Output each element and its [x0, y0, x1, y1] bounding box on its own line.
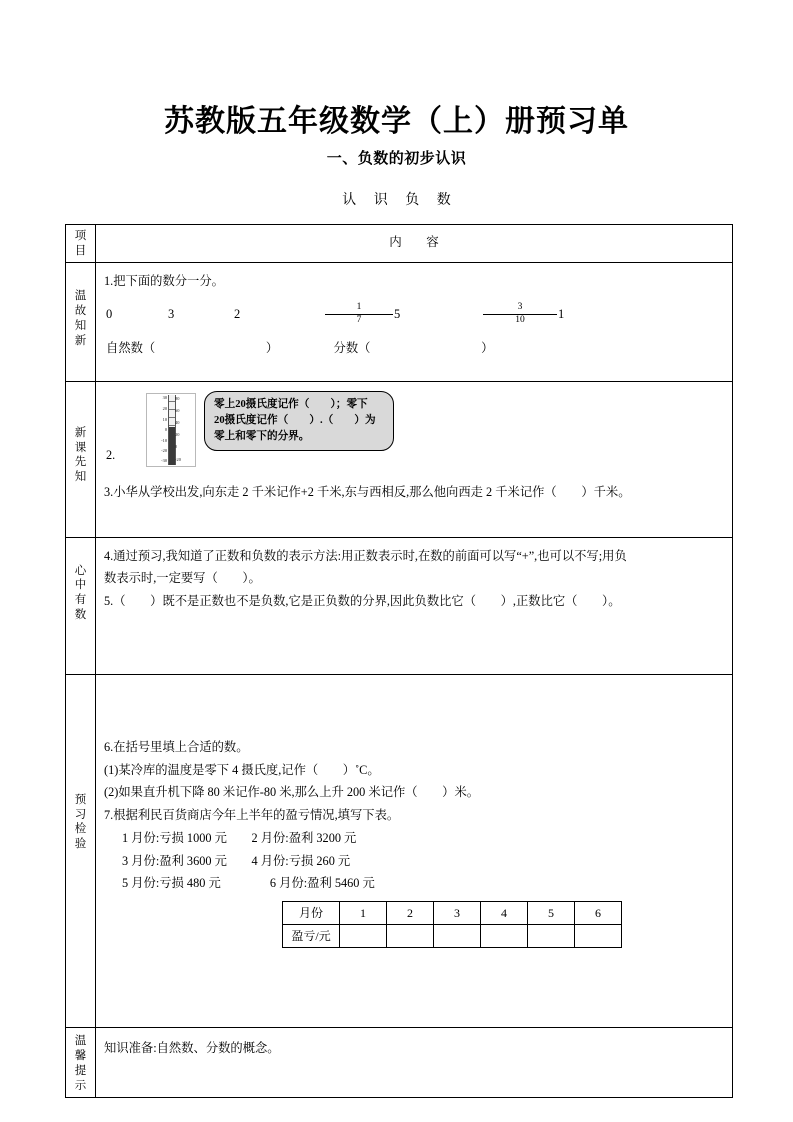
- celsius-tick: 0: [164, 426, 168, 432]
- fraction-numerator: 3: [517, 301, 523, 312]
- review-spacer: [104, 360, 732, 374]
- fahrenheit-tick: 60: [175, 407, 180, 413]
- check-top-spacer: [104, 682, 732, 736]
- month-cell: 5: [528, 901, 575, 924]
- row-label-preview: 新课先知: [74, 426, 87, 484]
- question-2-number: 2.: [106, 447, 116, 462]
- classify-blanks[interactable]: 自然数（ ） 分数（ ）: [106, 341, 494, 356]
- row-label-cell-check: [66, 674, 96, 1028]
- profit-loss-input-cell[interactable]: [528, 925, 575, 948]
- thermometer-celsius-scale: [147, 394, 168, 466]
- month-cell: 2: [387, 901, 434, 924]
- unit-subtitle: 一、负数的初步认识: [326, 151, 467, 167]
- row-label-review: 温故知新: [74, 290, 87, 347]
- row-label-cell-understanding: [66, 537, 96, 674]
- row-label-cell-review: [66, 263, 96, 381]
- fahrenheit-tick: 0: [175, 443, 178, 449]
- month-header-cell: 月份: [283, 901, 340, 924]
- header-content-label: 内 容: [389, 235, 445, 249]
- question-6-part-2[interactable]: (2)如果直升机下降 80 米记作-80 米,那么上升 200 米记作（ ）米。: [104, 785, 480, 800]
- question-7-text: 7.根据利民百货商店今年上半年的盈亏情况,填写下表。: [104, 808, 400, 823]
- table-row-check: [66, 674, 733, 1028]
- review-body: [96, 263, 732, 380]
- month-data-line-3: 5 月份:亏损 480 元 6 月份:盈利 5460 元: [122, 876, 375, 891]
- thermometer-icon: [146, 393, 196, 467]
- number-item-7: 1: [558, 306, 565, 321]
- header-label-cell: [66, 225, 96, 263]
- bubble-line-2[interactable]: 20摄氏度记作（ ）.（ ）为: [214, 415, 376, 426]
- question-4-line-1: 4.通过预习,我知道了正数和负数的表示方法:用正数表示时,在数的前面可以写“+”,也可以不写;用负: [104, 548, 627, 563]
- row-label-cell-preview: [66, 381, 96, 537]
- month-data-line-1: 1 月份:亏损 1000 元 2 月份:盈利 3200 元: [122, 830, 357, 845]
- celsius-tick: -10: [161, 437, 168, 443]
- celsius-tick: 20: [162, 405, 168, 411]
- month-cell: 3: [434, 901, 481, 924]
- table-row: [283, 901, 622, 924]
- page-title: 苏教版五年级数学（上）册预习单: [164, 105, 629, 138]
- fahrenheit-tick: 80: [175, 395, 180, 401]
- month-cell: 6: [575, 901, 622, 924]
- table-row: [283, 925, 622, 948]
- number-item-4-fraction: [324, 303, 394, 326]
- preview-spacer: [104, 504, 732, 530]
- row-label-tip: 温馨提示: [74, 1035, 87, 1092]
- month-table-wrapper: [282, 901, 732, 948]
- speech-bubble: [204, 391, 394, 451]
- row-label-understanding: 心中有数: [74, 564, 87, 621]
- question-4-line-2[interactable]: 数表示时,一定要写（ ）。: [104, 571, 261, 586]
- check-body: [96, 675, 732, 1028]
- number-item-3: 2: [234, 306, 241, 321]
- lesson-title: 认 识 负 数: [342, 193, 458, 208]
- thermometer-block: [104, 391, 732, 473]
- tip-text: 知识准备:自然数、分数的概念。: [104, 1041, 280, 1056]
- row-label-cell-tip: [66, 1028, 96, 1098]
- check-bottom-spacer: [104, 948, 732, 1020]
- fahrenheit-tick: 40: [175, 419, 180, 425]
- question-6-part-1[interactable]: (1)某冷库的温度是零下 4 摄氏度,记作（ ）˚C。: [104, 762, 380, 777]
- profit-loss-input-cell[interactable]: [387, 925, 434, 948]
- profit-loss-input-cell[interactable]: [575, 925, 622, 948]
- row-content-cell-understanding: [96, 537, 733, 674]
- fraction-denominator: 7: [356, 314, 362, 325]
- number-item-1: 0: [106, 306, 113, 321]
- bubble-line-1[interactable]: 零上20摄氏度记作（ ）；零下: [214, 398, 368, 410]
- table-row-header: [66, 225, 733, 263]
- number-item-5: 5: [394, 306, 401, 321]
- table-row-tip: [66, 1028, 733, 1098]
- header-content-cell: [96, 225, 733, 263]
- fahrenheit-tick: 20: [175, 431, 180, 437]
- profit-loss-header-cell: 盈亏/元: [283, 925, 340, 948]
- table-row-preview: [66, 381, 733, 537]
- celsius-tick: 30: [162, 394, 168, 400]
- number-item-6-fraction: [482, 303, 558, 326]
- profit-loss-input-cell[interactable]: [434, 925, 481, 948]
- row-content-cell-tip: [96, 1028, 733, 1098]
- table-row-review: [66, 263, 733, 381]
- month-cell: 4: [481, 901, 528, 924]
- profit-loss-input-cell[interactable]: [340, 925, 387, 948]
- fraction-denominator: 10: [515, 314, 525, 325]
- fahrenheit-tick: -20: [175, 456, 181, 462]
- celsius-tick: -20: [161, 447, 168, 453]
- row-content-cell-preview: [96, 381, 733, 537]
- question-1-text: 1.把下面的数分一分。: [104, 274, 224, 289]
- thermometer-fahrenheit-scale: [174, 394, 195, 466]
- header-label: 项目: [74, 230, 87, 257]
- question-3-text[interactable]: 3.小华从学校出发,向东走 2 千米记作+2 千米,东与西相反,那么他向西走 2 千米记作（ ）千米。: [104, 484, 631, 499]
- row-label-check: 预习检验: [74, 793, 87, 850]
- fraction-numerator: 1: [356, 301, 362, 312]
- month-cell: 1: [340, 901, 387, 924]
- celsius-tick: -30: [161, 457, 168, 463]
- understanding-spacer: [104, 613, 732, 667]
- number-item-2: 3: [168, 306, 175, 321]
- celsius-tick: 10: [162, 416, 168, 422]
- month-data-line-2: 3 月份:盈利 3600 元 4 月份:亏损 260 元: [122, 853, 351, 868]
- profit-loss-input-cell[interactable]: [481, 925, 528, 948]
- row-content-cell-check: [96, 674, 733, 1028]
- bubble-line-3[interactable]: 零上和零下的分界。: [214, 431, 310, 443]
- row-content-cell-review: [96, 263, 733, 381]
- profit-loss-table: [282, 901, 622, 948]
- understanding-body: [96, 538, 732, 674]
- table-row-understanding: [66, 537, 733, 674]
- question-6-text: 6.在括号里填上合适的数。: [104, 739, 249, 754]
- question-5-text[interactable]: 5.（ ）既不是正数也不是负数,它是正负数的分界,因此负数比它（ ）,正数比它（ ）。: [104, 594, 621, 609]
- preview-body: [96, 382, 732, 537]
- number-list: [106, 299, 732, 329]
- worksheet-table: [65, 224, 733, 1098]
